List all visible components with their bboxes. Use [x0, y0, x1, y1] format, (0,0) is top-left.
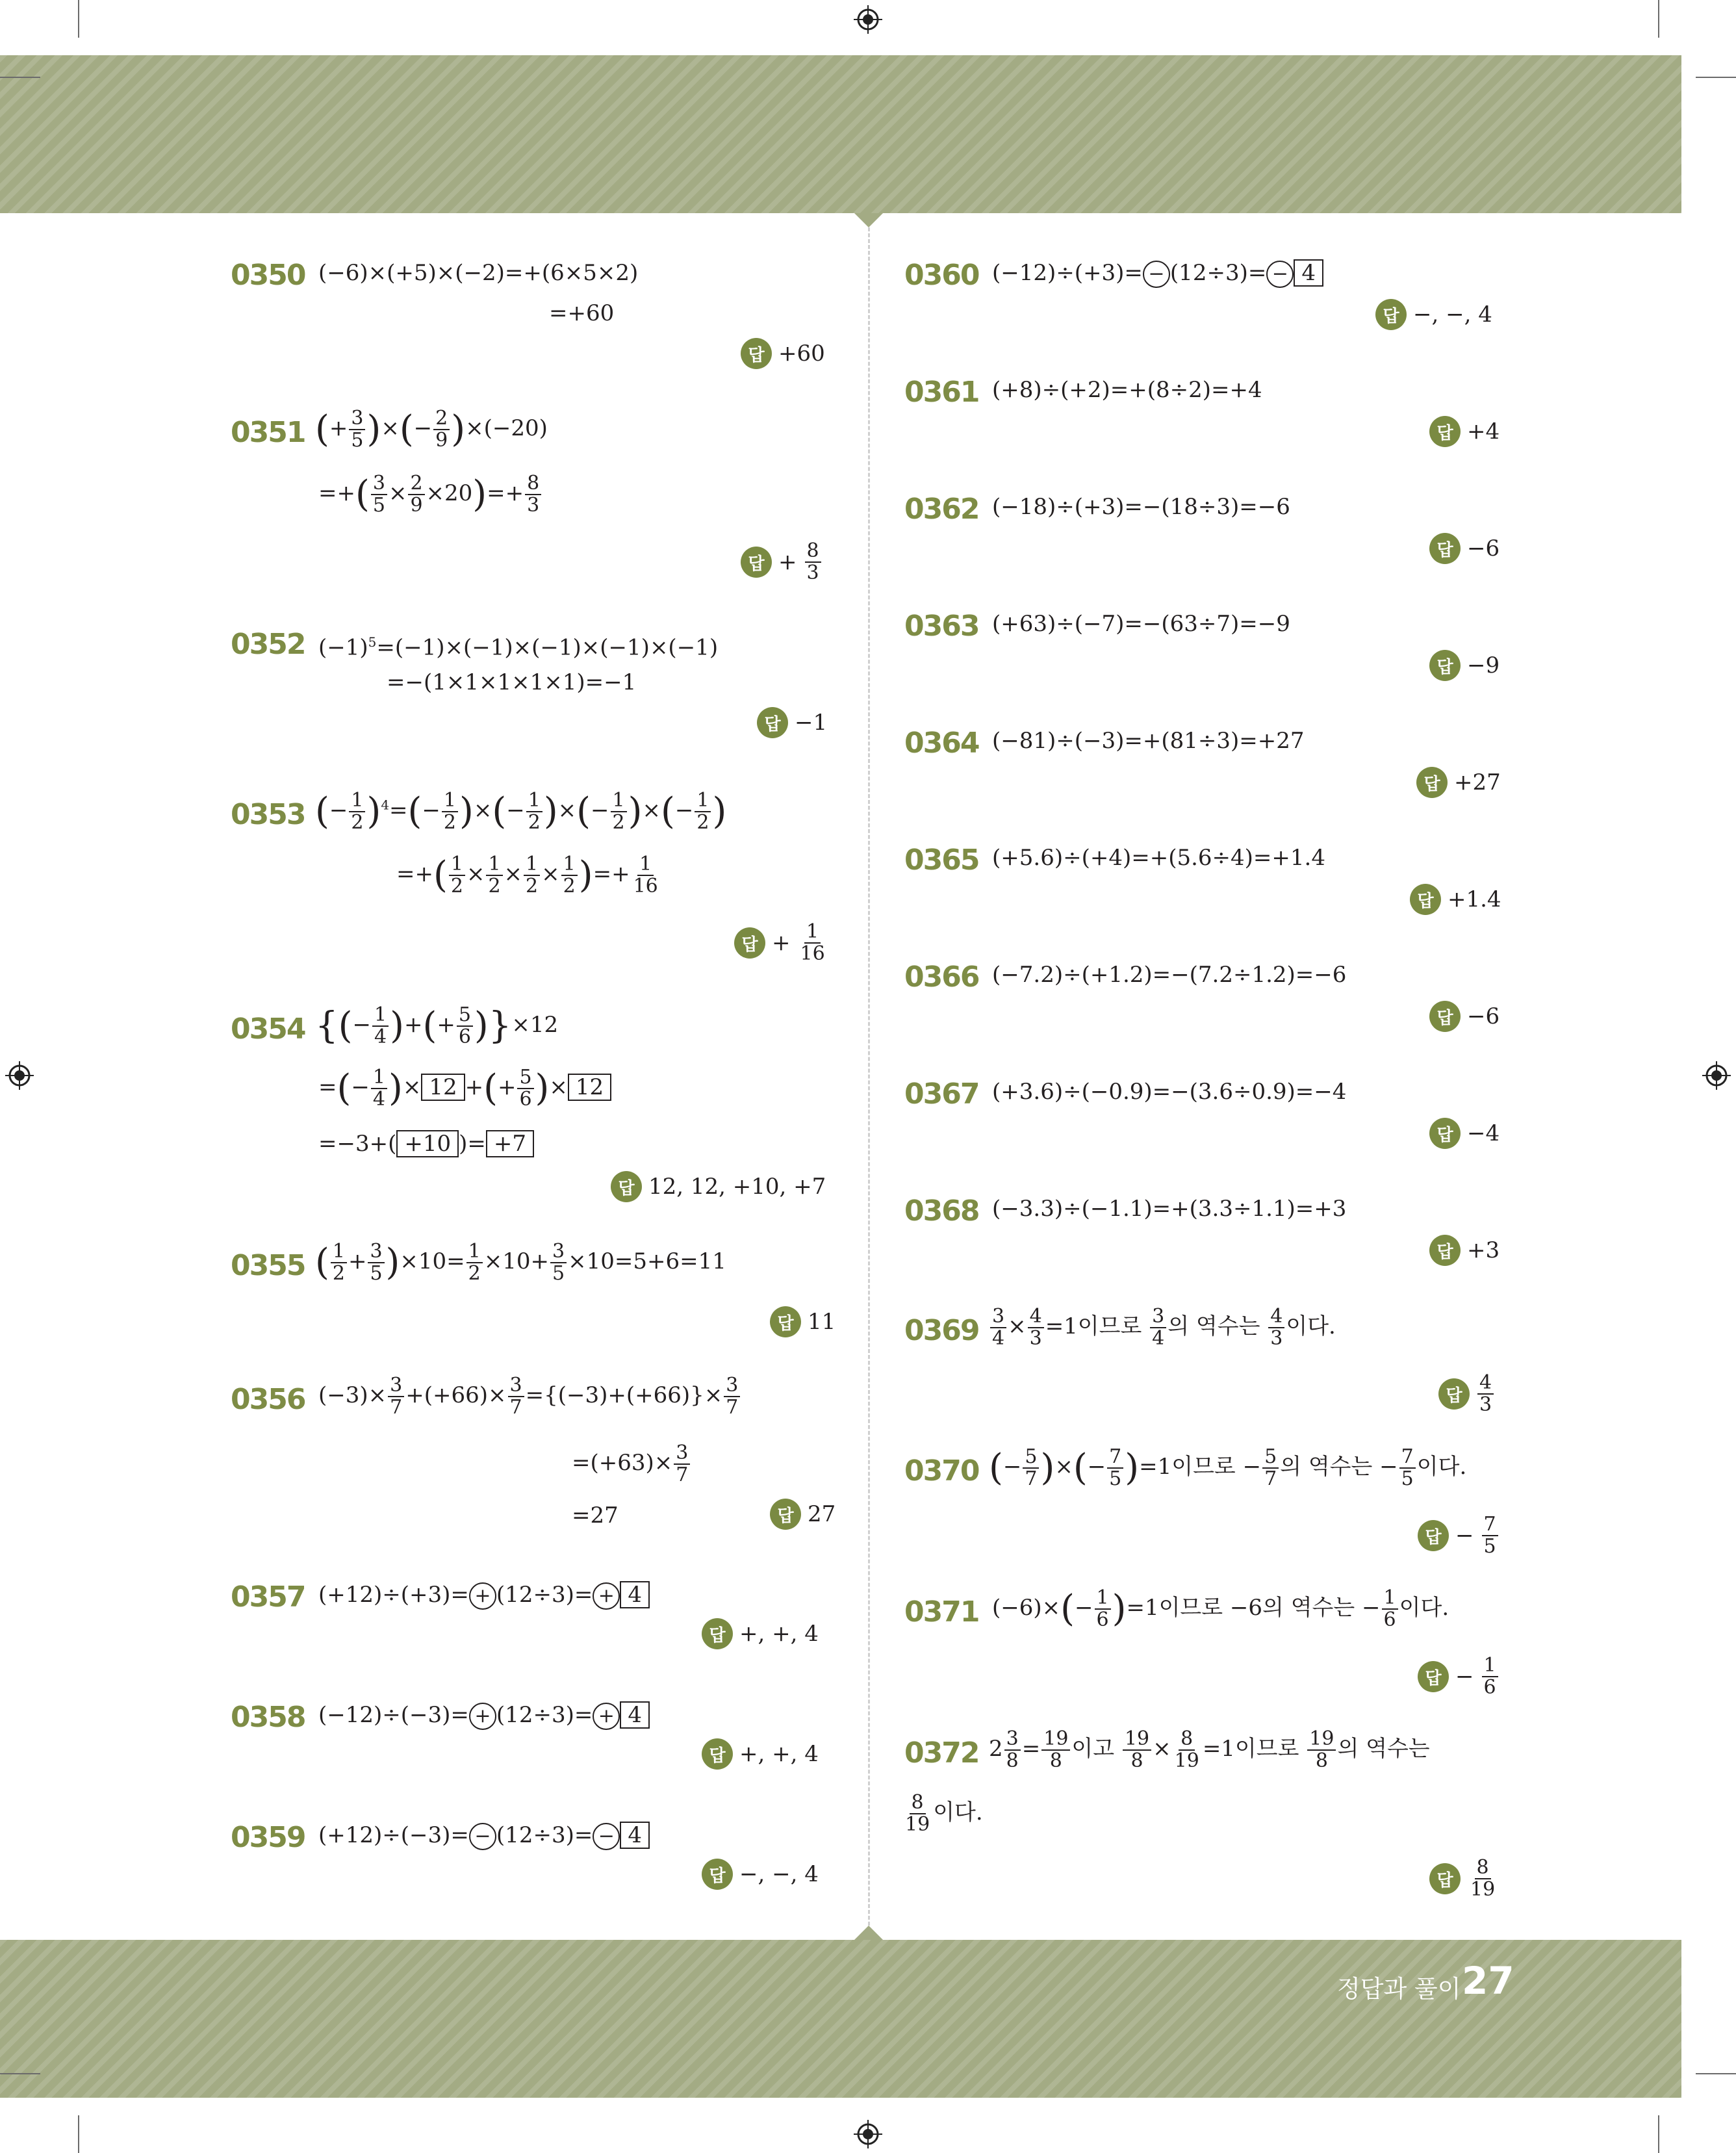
problem-number: 0371: [904, 1595, 979, 1629]
answer-badge: 답: [702, 1738, 733, 1770]
answer-value: −9: [1467, 652, 1500, 678]
solution-line: (−7.2)÷(+1.2)=−(7.2÷1.2)=−6: [992, 962, 1347, 988]
solution-line: =+( $\frac{3}{5}$ × $\frac{2}{9}$ ×20)=+ $\frac{8}{3}$: [318, 473, 542, 516]
answer-badge: 답: [1375, 299, 1407, 330]
answer-badge: 답: [1429, 416, 1461, 447]
answer: [770, 1306, 836, 1337]
solution-line: =−3+( +10 )= +7: [318, 1129, 534, 1158]
answer-badge: 답: [1429, 650, 1461, 681]
answer-badge: 답: [702, 1859, 733, 1890]
answer-numerator: 8: [1475, 1857, 1491, 1879]
solution-line: =(+63)× $\frac{3}{7}$: [572, 1443, 691, 1486]
trim-mark: [1658, 2115, 1659, 2153]
answer-sign: −: [1455, 1664, 1474, 1690]
answer-badge: 답: [1429, 533, 1461, 564]
trim-mark: [78, 0, 79, 38]
answer: [1429, 533, 1500, 564]
solution-line: ( $\frac{1}{2}$ + $\frac{3}{5}$ )×10= $\frac{1}{2}$ ×10+ $\frac{3}{5}$ ×10=5+6=11: [315, 1240, 726, 1285]
answer-sign: −: [1455, 1523, 1474, 1549]
solution-line: (−3.3)÷(−1.1)=+(3.3÷1.1)=+3: [992, 1196, 1347, 1222]
solution-line: =+60: [549, 300, 615, 326]
solution-line: $(-1)^5=(-1)\times(-1)\times(-1)\times(-1)\times(-1)$: [318, 634, 719, 661]
solution-line: (−12)÷(+3)= − (12÷3)= − 4: [992, 259, 1323, 288]
answer-value: −6: [1467, 1003, 1500, 1029]
problem-number: 0368: [904, 1194, 979, 1228]
problem-number: 0356: [231, 1383, 305, 1416]
solution-line: =+( $\frac{1}{2}$ × $\frac{1}{2}$ × $\frac{1}{2}$ × $\frac{1}{2}$ )=+ $\frac{1}{16}$: [396, 853, 658, 897]
solution-line: (+63)÷(−7)=−(63÷7)=−9: [992, 611, 1290, 637]
answer-value: −4: [1467, 1120, 1500, 1146]
answer-badge: 답: [757, 707, 788, 738]
answer-denominator: 3: [806, 561, 819, 584]
answer: [1410, 884, 1501, 915]
footer-label: 정답과 풀이: [1337, 1975, 1461, 2003]
answer-badge: 답: [741, 547, 772, 578]
problem-number: 0363: [904, 610, 979, 643]
answer-denominator: 19: [1470, 1878, 1496, 1901]
answer: [1416, 767, 1501, 798]
solution-line: (− $\frac{1}{2}$ )$^4$=(− $\frac{1}{2}$ )×(− $\frac{1}{2}$ )×(− $\frac{1}{2}$ )×(− $\frac{1}{2}$ ): [315, 789, 727, 834]
problem-number: 0369: [904, 1314, 979, 1347]
footer-band: [0, 1940, 1681, 2098]
problem-number: 0365: [904, 844, 979, 877]
answer-denominator: 3: [1479, 1393, 1492, 1416]
solution-line: (+8)÷(+2)=+(8÷2)=+4: [992, 377, 1262, 403]
answer: [770, 1499, 836, 1530]
solution-line: (+5.6)÷(+4)=+(5.6÷4)=+1.4: [992, 845, 1325, 871]
answer: [1429, 1118, 1500, 1149]
answer: [1429, 416, 1500, 447]
problem-number: 0370: [904, 1454, 979, 1488]
solution-line: (+ $\frac{3}{5}$ )×(− $\frac{2}{9}$ )×(−20): [315, 407, 548, 452]
answer-value: +1.4: [1448, 886, 1501, 912]
answer: [741, 338, 825, 369]
trim-mark: [78, 2115, 79, 2153]
answer-denominator: 5: [1483, 1535, 1496, 1558]
answer: [757, 707, 827, 738]
answer-denominator: 6: [1483, 1676, 1496, 1699]
answer: [734, 922, 828, 964]
answer: [702, 1618, 819, 1649]
answer-value: −1: [795, 710, 828, 736]
column-divider: [868, 227, 870, 1926]
answer-badge: 답: [1429, 1118, 1461, 1149]
trim-mark: [1696, 2073, 1736, 2074]
answer-numerator: 4: [1477, 1373, 1494, 1395]
solution-line: (−3)× $\frac{3}{7}$ +(+66)× $\frac{3}{7}$ ={(−3)+(+66)}× $\frac{3}{7}$: [318, 1375, 741, 1418]
solution-line: $\frac{3}{4}$ × $\frac{4}{3}$ =1이므로 $\frac{3}{4}$ 의 역수는 $\frac{4}{3}$ 이다.: [989, 1306, 1336, 1349]
answer-value: +3: [1467, 1237, 1500, 1263]
solution-line: (−6)×(− $\frac{1}{6}$ )=1이므로 −6의 역수는 − $\frac{1}{6}$ 이다.: [992, 1586, 1449, 1631]
answer: [741, 541, 823, 584]
solution-line: (− $\frac{5}{7}$ )×(− $\frac{7}{5}$ )=1이므로 − $\frac{5}{7}$ 의 역수는 − $\frac{7}{5}$ 이다.: [989, 1445, 1467, 1490]
answer-badge: 답: [770, 1306, 801, 1337]
trim-mark: [1658, 0, 1659, 38]
solution-line: (+12)÷(−3)= − (12÷3)= − 4: [318, 1821, 650, 1850]
problem-number: 0352: [231, 628, 305, 661]
answer-badge: 답: [1429, 1235, 1461, 1266]
trim-mark: [0, 77, 40, 78]
answer-numerator: 8: [805, 541, 821, 563]
answer: [1418, 1655, 1500, 1698]
problem-number: 0362: [904, 493, 979, 526]
answer-badge: 답: [1418, 1520, 1449, 1551]
solution-line: (+12)÷(+3)= + (12÷3)= + 4: [318, 1580, 650, 1610]
problem-number: 0353: [231, 798, 305, 831]
registration-mark-icon: [854, 5, 882, 34]
answer-badge: 답: [1418, 1661, 1449, 1692]
answer-badge: 답: [1438, 1378, 1470, 1410]
trim-mark: [0, 2073, 40, 2074]
answer-value: +, +, 4: [739, 1621, 819, 1647]
answer: [611, 1171, 826, 1202]
answer-numerator: 1: [804, 922, 821, 944]
answer-numerator: 7: [1482, 1514, 1498, 1536]
answer: [1429, 1857, 1498, 1900]
solution-line: (−6)×(+5)×(−2)=+(6×5×2): [318, 260, 639, 286]
answer-badge: 답: [702, 1618, 733, 1649]
answer-value: −6: [1467, 535, 1500, 561]
solution-line: $\frac{8}{19}$ 이다.: [905, 1791, 983, 1836]
answer-value: +60: [778, 341, 825, 367]
answer: [1438, 1373, 1495, 1415]
answer: [1418, 1514, 1500, 1557]
answer-sign: +: [778, 549, 797, 575]
answer-value: 12, 12, +10, +7: [648, 1174, 826, 1200]
header-notch: [854, 213, 883, 227]
problem-number: 0367: [904, 1077, 979, 1111]
solution-line: (+3.6)÷(−0.9)=−(3.6÷0.9)=−4: [992, 1079, 1347, 1105]
answer-sign: +: [772, 930, 791, 956]
problem-number: 0372: [904, 1736, 979, 1770]
answer-value: −, −, 4: [739, 1861, 819, 1887]
problem-number: 0355: [231, 1249, 305, 1282]
answer-value: −, −, 4: [1413, 302, 1492, 328]
problem-number: 0361: [904, 376, 979, 409]
answer-badge: 답: [1429, 1001, 1461, 1032]
solution-line: =(− $\frac{1}{4}$ )× 12 +(+ $\frac{5}{6}$ )× 12: [318, 1067, 611, 1110]
answer: [702, 1738, 819, 1770]
answer: [1429, 650, 1500, 681]
answer-value: 11: [808, 1309, 836, 1335]
answer-denominator: 16: [800, 942, 825, 965]
page-number: 27: [1462, 1959, 1514, 2003]
problem-number: 0366: [904, 960, 979, 994]
answer-badge: 답: [741, 338, 772, 369]
solution-line: {(− $\frac{1}{4}$ )+(+ $\frac{5}{6}$ )}×12: [315, 1003, 559, 1048]
answer-badge: 답: [770, 1499, 801, 1530]
problem-number: 0357: [231, 1580, 305, 1614]
problem-number: 0360: [904, 259, 979, 292]
answer-badge: 답: [1410, 884, 1441, 915]
answer-badge: 답: [611, 1171, 642, 1202]
answer: [1429, 1235, 1500, 1266]
solution-line: 2 $\frac{3}{8}$ = $\frac{19}{8}$ 이고 $\frac{19}{8}$ × $\frac{8}{19}$ =1이므로 $\frac{19}{8}$ 의 역수는: [989, 1727, 1430, 1772]
footer-notch: [854, 1926, 883, 1940]
solution-line: (−12)÷(−3)= + (12÷3)= + 4: [318, 1701, 650, 1730]
problem-number: 0364: [904, 727, 979, 760]
answer-value: 27: [808, 1501, 836, 1527]
registration-mark-icon: [5, 1061, 34, 1090]
answer-value: +4: [1467, 419, 1500, 445]
problem-number: 0350: [231, 259, 305, 292]
registration-mark-icon: [854, 2120, 882, 2148]
solution-line: =−(1×1×1×1×1)=−1: [387, 669, 637, 695]
problem-number: 0354: [231, 1012, 305, 1046]
answer: [702, 1859, 819, 1890]
solution-line: (−18)÷(+3)=−(18÷3)=−6: [992, 494, 1290, 520]
problem-number: 0351: [231, 416, 305, 449]
header-band: [0, 55, 1681, 213]
trim-mark: [1696, 77, 1736, 78]
solution-line: (−81)÷(−3)=+(81÷3)=+27: [992, 728, 1305, 754]
answer: [1429, 1001, 1500, 1032]
answer-value: +, +, 4: [739, 1741, 819, 1767]
solution-line: =27: [572, 1502, 619, 1528]
registration-mark-icon: [1702, 1061, 1731, 1090]
answer-badge: 답: [1416, 767, 1448, 798]
answer-badge: 답: [734, 927, 765, 959]
answer: [1375, 299, 1492, 330]
problem-number: 0358: [231, 1701, 305, 1734]
answer-badge: 답: [1429, 1863, 1461, 1894]
answer-numerator: 1: [1482, 1655, 1498, 1677]
answer-value: +27: [1454, 769, 1501, 795]
problem-number: 0359: [231, 1821, 305, 1854]
